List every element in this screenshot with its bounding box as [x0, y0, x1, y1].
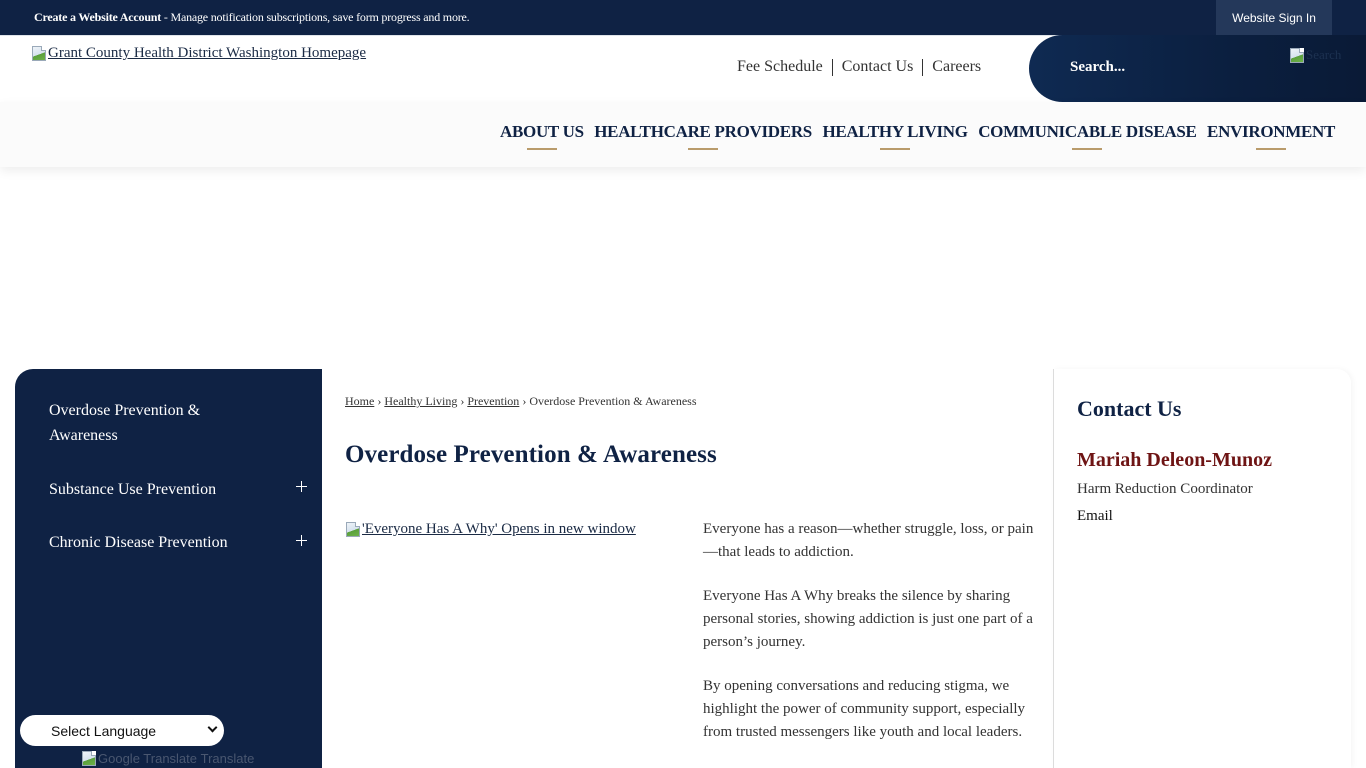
breadcrumb-healthy-living[interactable]: Healthy Living [384, 394, 458, 408]
nav-healthy-living[interactable] [822, 122, 967, 142]
expand-plus-icon[interactable] [296, 535, 308, 547]
paragraph: Everyone has a reason—whether struggle, loss, or pain—that leads to addiction. [703, 521, 1034, 560]
nav-underline [1072, 148, 1102, 150]
language-select[interactable] [20, 715, 224, 746]
broken-image-icon [31, 45, 47, 61]
nav-label: ENVIRONMENT [1207, 122, 1336, 141]
divider [832, 59, 833, 76]
breadcrumb-prevention[interactable]: Prevention [467, 394, 520, 408]
nav-environment[interactable] [1207, 122, 1335, 142]
nav-underline [527, 148, 557, 150]
image-alt-text: 'Everyone Has A Why' Opens in new window [362, 521, 636, 537]
contact-heading: Contact Us [1077, 396, 1182, 421]
create-account-label: Create a Website Account [34, 10, 162, 24]
create-account-description: - Manage notification subscriptions, save form progress and more. [161, 10, 470, 24]
contact-card [1053, 369, 1351, 768]
nav-label: COMMUNICABLE DISEASE [978, 122, 1197, 141]
breadcrumb [345, 394, 697, 409]
paragraph: Everyone Has A Why breaks the silence by sharing personal stories, showing addiction is just one part of a person’s journey. [703, 588, 1033, 650]
nav-healthcare-providers[interactable] [594, 122, 812, 142]
nav-label: HEALTHY LIVING [822, 122, 968, 141]
nav-about-us[interactable] [500, 122, 584, 142]
contact-name: Mariah Deleon-Munoz [1077, 449, 1272, 471]
main-nav [0, 102, 1366, 167]
sidebar-item-overdose-prevention[interactable]: Overdose Prevention & Awareness [49, 402, 201, 444]
nav-underline [688, 148, 718, 150]
contact-role: Harm Reduction Coordinator [1077, 481, 1253, 497]
translate-label: Translate [200, 750, 255, 766]
search-icon [1289, 47, 1305, 63]
site-header [0, 35, 1366, 102]
contact-us-link[interactable]: Contact Us [841, 58, 914, 75]
expand-plus-icon[interactable] [296, 481, 308, 493]
broken-image-icon [345, 521, 361, 537]
paragraph: By opening conversations and reducing stigma, we highlight the power of community support, especially from trusted messengers like youth and local leaders. [703, 678, 1026, 740]
nav-communicable-disease[interactable] [978, 122, 1196, 142]
language-select-value: Select Language [51, 723, 157, 739]
breadcrumb-separator: › [377, 394, 382, 408]
search-box [1029, 35, 1366, 102]
search-button-alt: Search [1306, 47, 1342, 62]
search-button[interactable] [1289, 45, 1349, 65]
utility-links [737, 58, 981, 76]
breadcrumb-home[interactable]: Home [345, 394, 375, 408]
breadcrumb-current: Overdose Prevention & Awareness [529, 394, 697, 408]
google-translate-alt: Google Translate [98, 750, 198, 766]
google-translate-link[interactable] [81, 750, 254, 766]
nav-underline [1256, 148, 1286, 150]
careers-link[interactable]: Careers [932, 58, 982, 75]
google-translate-icon [81, 750, 97, 766]
divider [922, 59, 923, 76]
homepage-logo-link[interactable] [31, 45, 366, 62]
nav-underline [880, 148, 910, 150]
fee-schedule-link[interactable]: Fee Schedule [737, 58, 823, 75]
nav-label: HEALTHCARE PROVIDERS [594, 122, 812, 141]
top-bar [0, 0, 1366, 35]
breadcrumb-separator: › [522, 394, 527, 408]
main-content [322, 369, 1053, 768]
search-input[interactable]: Search... [1070, 59, 1126, 75]
sidebar-item-chronic-disease-prevention[interactable]: Chronic Disease Prevention [49, 534, 228, 551]
page-title: Overdose Prevention & Awareness [345, 441, 717, 468]
body-text [703, 518, 1038, 765]
contact-email-link[interactable]: Email [1077, 508, 1113, 524]
create-account-link[interactable] [34, 10, 469, 25]
chevron-down-icon [208, 723, 218, 733]
section-sidebar [15, 369, 322, 768]
everyone-has-a-why-image-link[interactable] [345, 521, 636, 538]
breadcrumb-separator: › [460, 394, 465, 408]
sidebar-item-substance-use-prevention[interactable]: Substance Use Prevention [49, 481, 217, 498]
website-sign-in-button[interactable]: Website Sign In [1216, 0, 1332, 35]
logo-alt-text: Grant County Health District Washington Homepage [48, 45, 367, 61]
nav-label: ABOUT US [500, 122, 584, 141]
